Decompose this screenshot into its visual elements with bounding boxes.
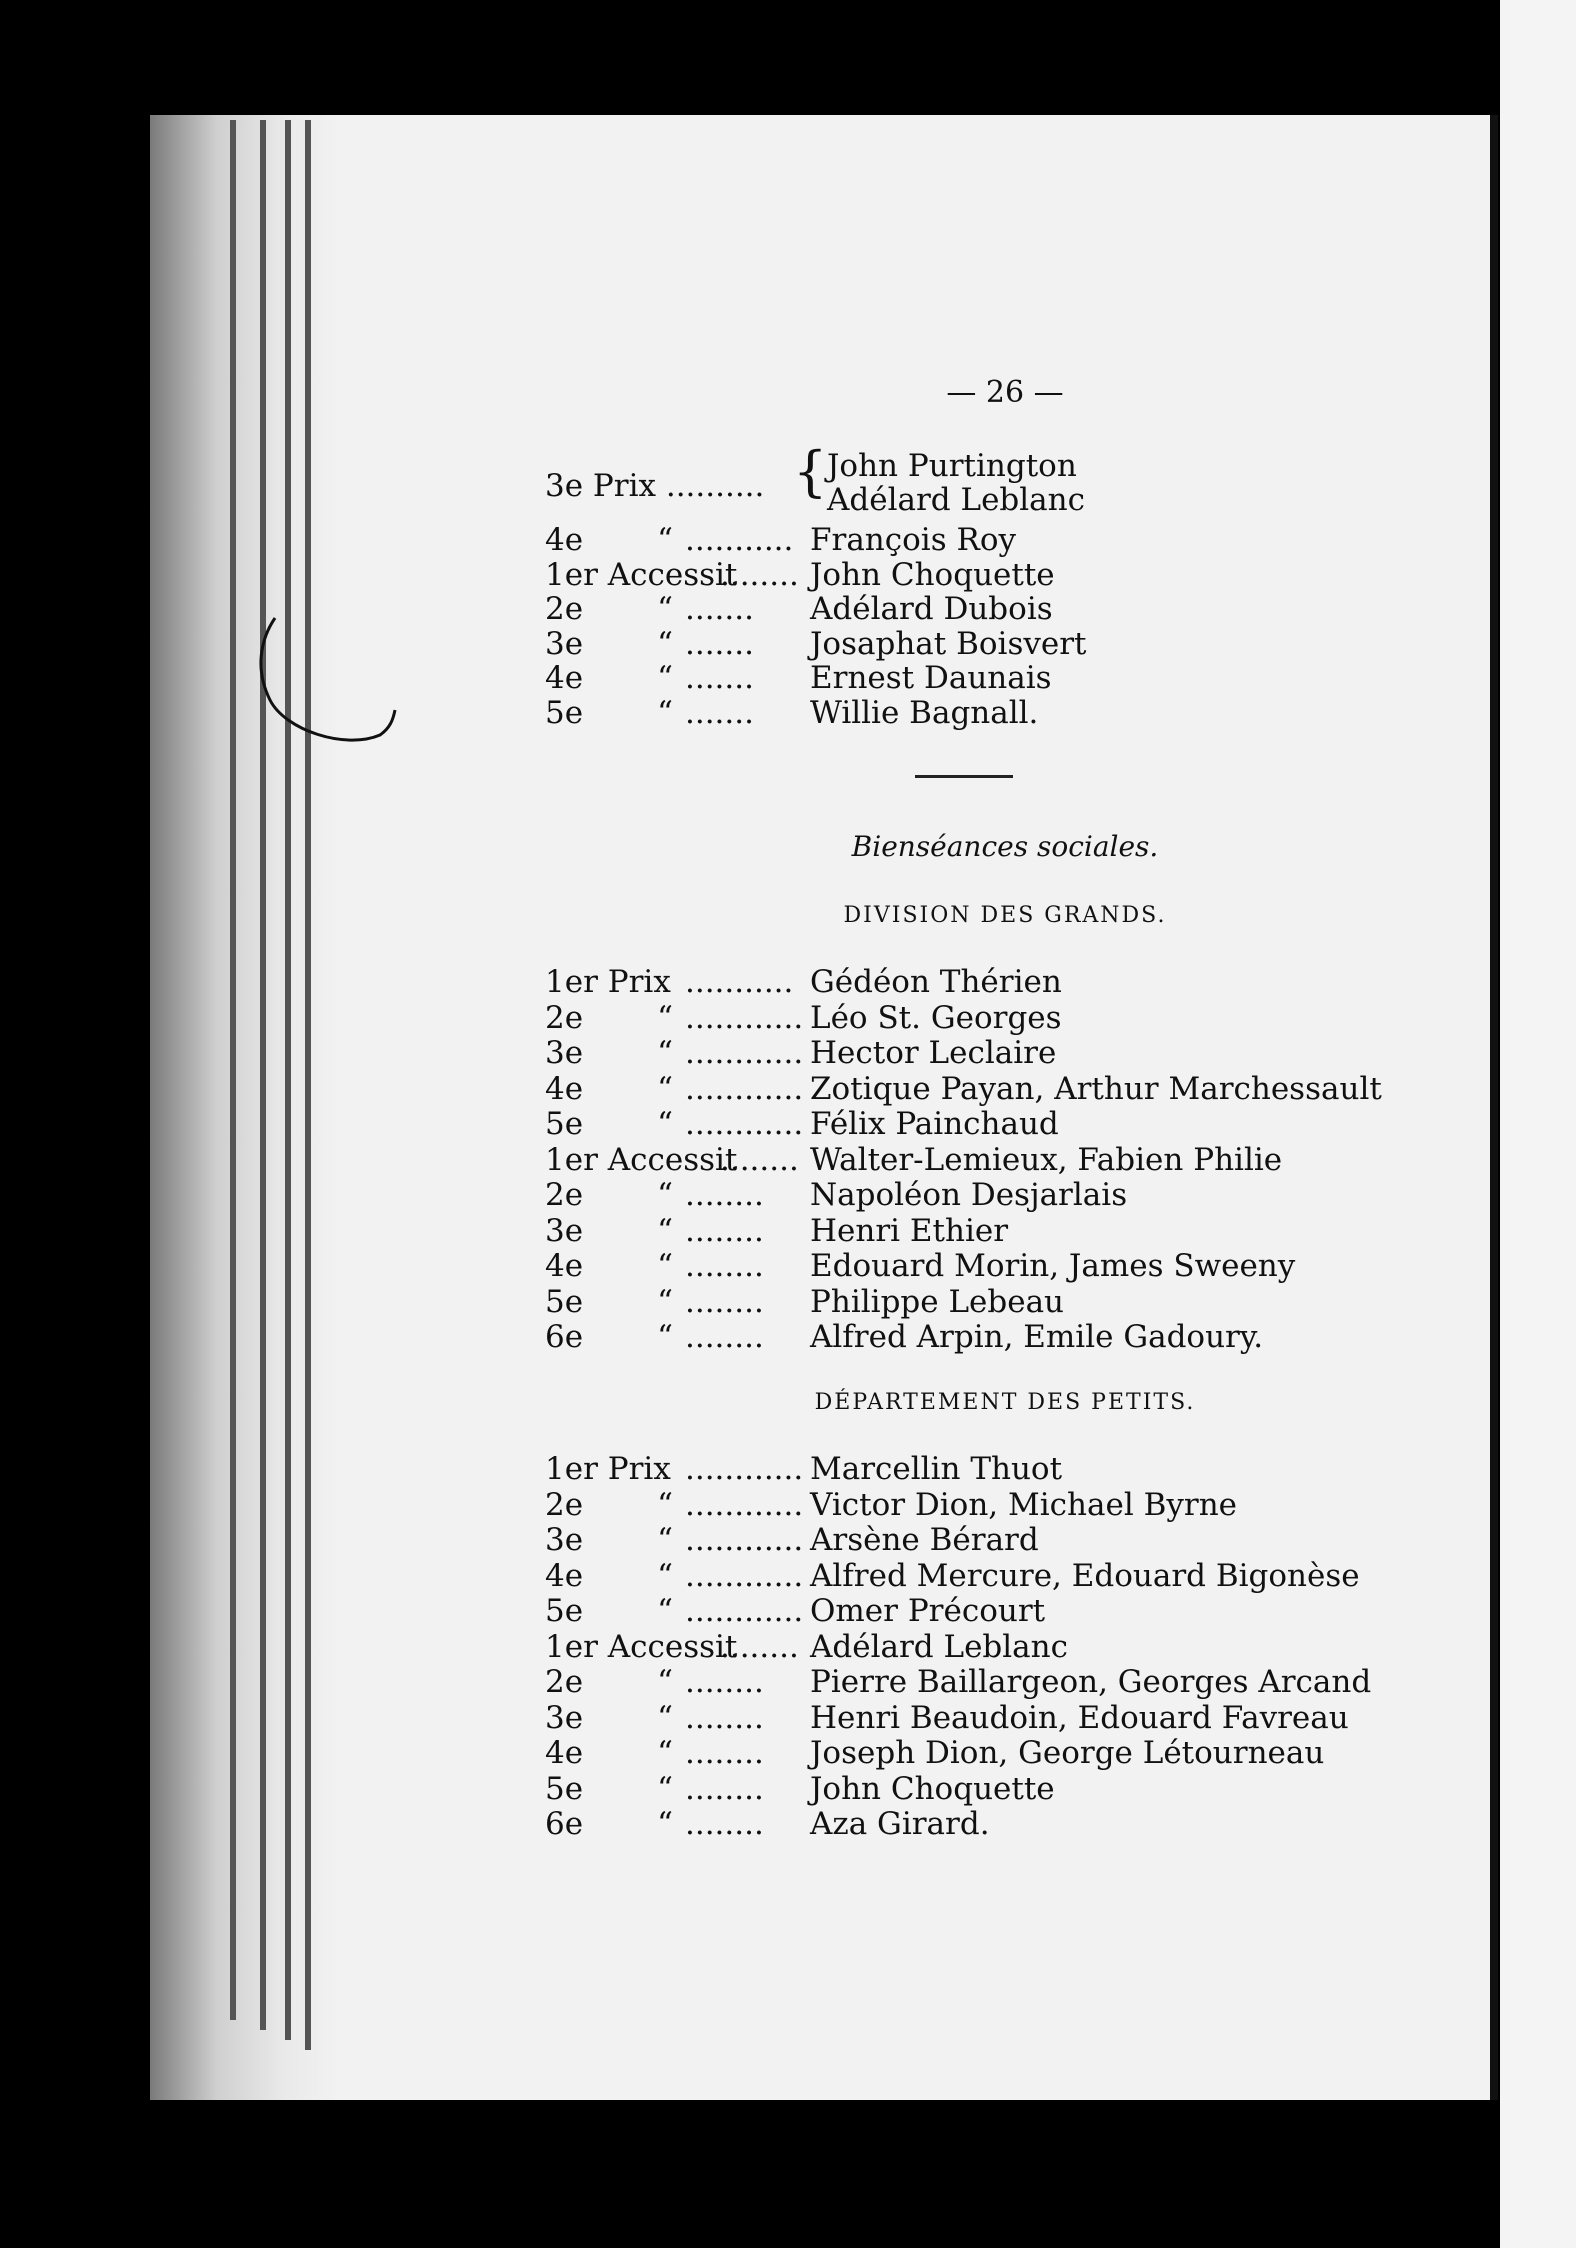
dot-leader: ........ (685, 1249, 764, 1283)
ditto-mark: “ (657, 1248, 673, 1284)
brace: { (793, 440, 828, 503)
ditto-mark: “ (657, 1070, 673, 1107)
recipient-names: John Choquette (810, 1770, 1055, 1807)
rank-label: 2e (545, 1177, 584, 1213)
names: Adélard Leblanc (827, 482, 1085, 518)
rank-label: 3e (545, 1212, 584, 1249)
ditto-mark: “ (657, 999, 673, 1036)
rank-label: 3e Prix .......... (545, 468, 765, 504)
recipient-names: Willie Bagnall. (810, 694, 1039, 731)
facing-page-edge (1500, 0, 1576, 2248)
dot-leader: ........ (685, 1665, 764, 1699)
dot-leader: ............ (685, 1558, 804, 1593)
department-heading: DÉPARTEMENT DES PETITS. (814, 1390, 1196, 1415)
ditto-mark: “ (657, 1106, 673, 1142)
dot-leader: ........... (685, 965, 794, 999)
dot-leader: ........ (685, 1213, 764, 1248)
ditto-mark: “ (657, 1806, 673, 1842)
rank-label: 1er Prix (545, 964, 671, 1000)
ditto-mark: “ (657, 522, 673, 558)
rank-label: 5e (545, 694, 584, 731)
ditto-mark: “ (657, 1699, 673, 1736)
rank-label: 2e (545, 1664, 584, 1700)
rank-label: 2e (545, 1486, 584, 1523)
rank-label: 2e (545, 591, 584, 627)
recipient-names: Napoléon Desjarlais (810, 1177, 1128, 1213)
recipient-names: Félix Painchaud (810, 1106, 1059, 1142)
dot-leader: ............ (685, 1036, 804, 1070)
rank-label: 1er Prix (545, 1451, 671, 1487)
section-divider (915, 775, 1013, 778)
rank-label: 4e (545, 522, 584, 558)
gutter-bar (1490, 115, 1498, 2100)
rank-label: 2e (545, 999, 584, 1036)
division-heading: DIVISION DES GRANDS. (843, 903, 1167, 928)
handwritten-mark (255, 610, 405, 760)
rank-label: 4e (545, 1735, 584, 1771)
ditto-mark: “ (657, 1486, 673, 1523)
dot-leader: ........ (720, 557, 799, 592)
recipient-names: Gédéon Thérien (810, 964, 1062, 1000)
recipient-names: Walter-Lemieux, Fabien Philie (810, 1141, 1283, 1178)
recipient-names: Omer Précourt (810, 1593, 1046, 1629)
rank-label: 5e (545, 1770, 584, 1807)
dot-leader: ........ (685, 1178, 764, 1212)
rank-label: 1er Accessit (545, 556, 738, 593)
dot-leader: ....... (685, 695, 754, 730)
dot-leader: ............ (685, 1523, 804, 1557)
recipient-names: Joseph Dion, George Létourneau (810, 1735, 1325, 1771)
rank-label: 4e (545, 1248, 584, 1284)
ditto-mark: “ (657, 625, 673, 662)
recipient-names: Alfred Arpin, Emile Gadoury. (810, 1319, 1264, 1355)
dot-leader: ........ (685, 1807, 764, 1841)
recipient-names: Ernest Daunais (810, 660, 1052, 696)
recipient-names: Zotique Payan, Arthur Marchessault (810, 1070, 1382, 1107)
dot-leader: ........ (685, 1284, 764, 1319)
rank-label: 5e (545, 1106, 584, 1142)
rank-label: 1er Accessit (545, 1628, 738, 1665)
ditto-mark: “ (657, 660, 673, 696)
recipient-names: Marcellin Thuot (810, 1451, 1063, 1487)
ditto-mark: “ (657, 1593, 673, 1629)
rank-label: 3e (545, 1522, 584, 1558)
dot-leader: ........ (720, 1142, 799, 1177)
rank-label: 4e (545, 1557, 584, 1594)
dot-leader: ....... (685, 592, 754, 626)
dot-leader: ............ (685, 1107, 804, 1141)
recipient-names: Edouard Morin, James Sweeny (810, 1248, 1296, 1284)
ditto-mark: “ (657, 1664, 673, 1700)
recipient-names: Adélard Leblanc (810, 1628, 1068, 1665)
dot-leader: ........ (685, 1320, 764, 1354)
recipient-names: Aza Girard. (810, 1806, 990, 1842)
ditto-mark: “ (657, 1283, 673, 1320)
rank-label: 3e (545, 1035, 584, 1071)
recipient-names: Alfred Mercure, Edouard Bigonèse (810, 1557, 1360, 1594)
ditto-mark: “ (657, 1735, 673, 1771)
dot-leader: ........ (685, 1736, 764, 1770)
ditto-mark: “ (657, 1177, 673, 1213)
ditto-mark: “ (657, 1035, 673, 1071)
ditto-mark: “ (657, 1319, 673, 1355)
dot-leader: ........... (685, 523, 794, 557)
rank-label: 3e (545, 625, 584, 662)
recipient-names: Arsène Bérard (810, 1522, 1039, 1558)
recipient-names: Henri Beaudoin, Edouard Favreau (810, 1699, 1349, 1736)
dot-leader: ....... (685, 661, 754, 695)
section-title: Bienséances sociales. (851, 830, 1159, 863)
rank-label: 6e (545, 1806, 584, 1842)
ditto-mark: “ (657, 591, 673, 627)
rank-label: 4e (545, 660, 584, 696)
page-number: — 26 — (946, 375, 1064, 410)
recipient-names: Léo St. Georges (810, 999, 1062, 1036)
recipient-names: François Roy (810, 522, 1016, 558)
page-edge-line (230, 120, 236, 2020)
rank-label: 5e (545, 1593, 584, 1629)
dot-leader: ........ (685, 1700, 764, 1735)
ditto-mark: “ (657, 1212, 673, 1249)
page-edge-line (260, 120, 266, 2030)
ditto-mark: “ (657, 1557, 673, 1594)
rank-label: 1er Accessit (545, 1141, 738, 1178)
page-edge-line (305, 120, 311, 2050)
recipient-names: John Choquette (810, 556, 1055, 593)
ditto-mark: “ (657, 1522, 673, 1558)
rank-label: 5e (545, 1283, 584, 1320)
recipient-names: Pierre Baillargeon, Georges Arcand (810, 1664, 1372, 1700)
rank-label: 4e (545, 1070, 584, 1107)
dot-leader: ....... (685, 626, 754, 661)
names: John Purtington (827, 448, 1077, 484)
recipient-names: Henri Ethier (810, 1212, 1009, 1249)
rank-label: 3e (545, 1699, 584, 1736)
ditto-mark: “ (657, 694, 673, 731)
page-edge-line (285, 120, 291, 2040)
dot-leader: ............ (685, 1071, 804, 1106)
rank-label: 6e (545, 1319, 584, 1355)
ditto-mark: “ (657, 1770, 673, 1807)
recipient-names: Philippe Lebeau (810, 1283, 1065, 1320)
dot-leader: ........ (685, 1771, 764, 1806)
dot-leader: ............ (685, 1594, 804, 1628)
page-edge-shadow (150, 115, 340, 2100)
recipient-names: Victor Dion, Michael Byrne (810, 1486, 1238, 1523)
recipient-names: Adélard Dubois (810, 591, 1053, 627)
dot-leader: ........ (720, 1629, 799, 1664)
dot-leader: ............ (685, 1452, 804, 1486)
dot-leader: ............ (685, 1000, 804, 1035)
recipient-names: Hector Leclaire (810, 1035, 1057, 1071)
recipient-names: Josaphat Boisvert (810, 625, 1087, 662)
dot-leader: ............ (685, 1487, 804, 1522)
